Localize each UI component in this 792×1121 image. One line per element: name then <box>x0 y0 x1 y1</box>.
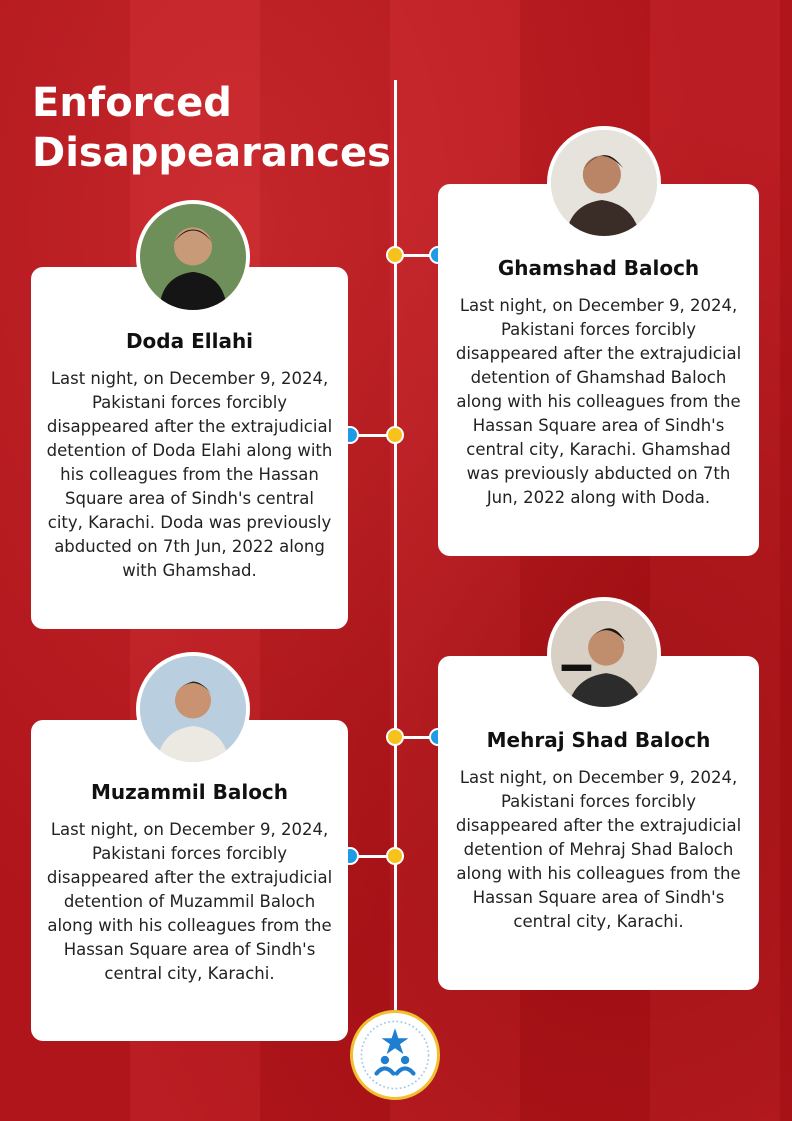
person-card-muzammil <box>31 720 348 1041</box>
person-photo-icon <box>547 597 661 711</box>
person-photo-icon <box>136 200 250 314</box>
person-name: Muzammil Baloch <box>90 780 289 804</box>
person-name: Mehraj Shad Baloch <box>486 728 711 752</box>
timeline-dot <box>386 847 404 865</box>
person-description: Last night, on December 9, 2024, Pakistani forces forcibly disappeared after the extrajudicial detention of Ghamshad Baloch along with his colleagues from the Hassan Square area of Sindh's central city, Karachi. Ghamshad was previously abducted on 7th Jun, 2022 along with Doda. <box>455 296 742 507</box>
timeline-dot <box>386 728 404 746</box>
timeline-line <box>394 80 397 1030</box>
person-description: Last night, on December 9, 2024, Pakistani forces forcibly disappeared after the extrajudicial detention of Doda Elahi along with his colleagues from the Hassan Square area of Sindh's central city, Karachi. Doda was previously abducted on 7th Jun, 2022 along with Ghamshad. <box>46 369 333 580</box>
person-description: Last night, on December 9, 2024, Pakistani forces forcibly disappeared after the extrajudicial detention of Muzammil Baloch along with his colleagues from the Hassan Square area of Sindh's central city, Karachi. <box>46 820 333 983</box>
person-card-doda <box>31 267 348 629</box>
person-photo-icon <box>547 126 661 240</box>
timeline-dot <box>386 246 404 264</box>
person-photo-icon <box>136 652 250 766</box>
person-description: Last night, on December 9, 2024, Pakistani forces forcibly disappeared after the extrajudicial detention of Mehraj Shad Baloch along with his colleagues from the Hassan Square area of Sindh's central city, Karachi. <box>455 768 742 931</box>
organization-logo-icon <box>350 1010 440 1100</box>
page-title: Enforced Disappearances <box>32 80 391 176</box>
timeline-dot <box>386 426 404 444</box>
person-name: Ghamshad Baloch <box>497 256 700 280</box>
person-name: Doda Ellahi <box>125 329 254 353</box>
